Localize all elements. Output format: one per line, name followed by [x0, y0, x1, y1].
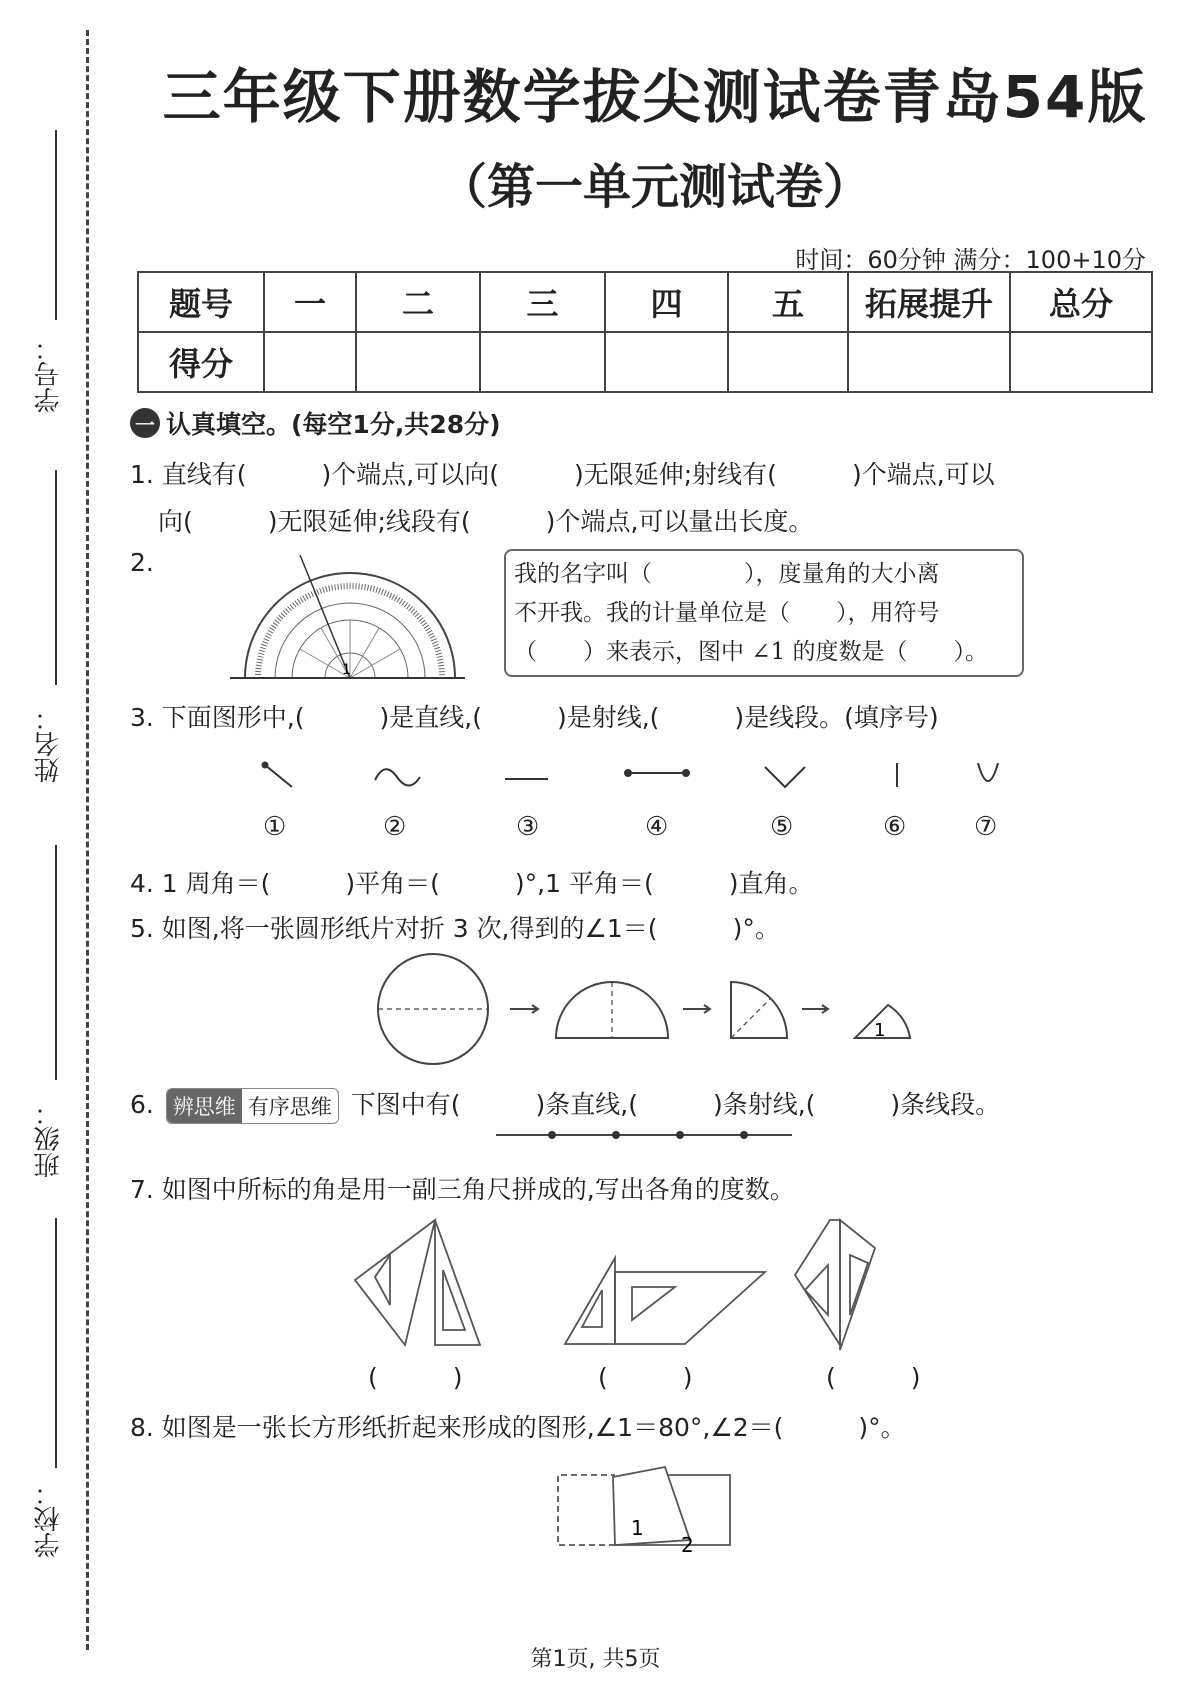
name-label: 姓名：	[34, 705, 64, 783]
angle-2-label: 2	[681, 1533, 694, 1555]
question-3-text: 3. 下面图形中,( )是直线,( )是射线,( )是线段。(填序号)	[130, 703, 939, 732]
student-id-underline	[55, 130, 57, 320]
angle-1-label: 1	[631, 1516, 644, 1540]
figure-1-ray	[265, 765, 292, 787]
header-cell: 一	[264, 272, 356, 332]
figure-7-curve	[978, 763, 998, 781]
score-cell[interactable]	[264, 332, 356, 392]
question-7-text: 7. 如图中所标的角是用一副三角尺拼成的,写出各角的度数。	[130, 1175, 795, 1204]
class-underline	[55, 845, 57, 1080]
page-footer: 第1页, 共5页	[530, 1647, 661, 1672]
question-1-line-2: 向( )无限延伸;线段有( )个端点,可以量出长度。	[158, 507, 814, 536]
triangle-rulers-figure	[350, 1215, 950, 1355]
folded-paper-figure	[555, 1455, 735, 1555]
figure-5-angle	[765, 767, 805, 787]
score-cell[interactable]	[1010, 332, 1152, 392]
score-cell[interactable]	[480, 332, 605, 392]
score-cell[interactable]	[848, 332, 1010, 392]
header-cell: 拓展提升	[848, 272, 1010, 332]
points-on-line-figure	[494, 1125, 794, 1145]
question-5-text: 5. 如图,将一张圆形纸片对折 3 次,得到的∠1＝( )°。	[130, 914, 780, 943]
section-heading	[130, 405, 501, 441]
angle-1-label: 1	[874, 1020, 886, 1041]
answer-blank[interactable]: ( )	[826, 1363, 921, 1392]
student-id-label: 学号：	[34, 335, 64, 413]
figure-label: ②	[383, 812, 407, 842]
figure-label: ⑦	[974, 812, 998, 842]
header-cell: 三	[480, 272, 605, 332]
thinking-tag	[166, 1088, 339, 1124]
figure-label: ⑥	[883, 812, 907, 842]
score-cell[interactable]	[605, 332, 728, 392]
bubble-line: 不开我。我的计量单位是（ ），用符号	[514, 600, 940, 626]
figure-label: ⑤	[770, 812, 794, 842]
page-subtitle: （第一单元测试卷）	[438, 159, 871, 215]
name-underline	[55, 470, 57, 685]
question-1-line-1: 1. 直线有( )个端点,可以向( )无限延伸;射线有( )个端点,可以	[130, 460, 995, 489]
protractor-figure	[230, 550, 470, 685]
row-label: 得分	[138, 332, 264, 392]
figure-2-curve	[375, 769, 420, 785]
question-2-number: 2.	[130, 548, 154, 577]
figure-label: ①	[263, 812, 287, 842]
table-row	[138, 332, 1152, 392]
line-figures	[250, 755, 1020, 805]
page-title: 三年级下册数学拔尖测试卷青岛54版	[162, 63, 1148, 131]
header-cell: 五	[728, 272, 848, 332]
binding-dashed-line	[86, 30, 89, 1650]
question-6	[130, 1085, 1000, 1124]
school-underline	[55, 1218, 57, 1468]
header-cell: 二	[356, 272, 480, 332]
header-cell: 四	[605, 272, 728, 332]
section-title: 认真填空。(每空1分,共28分)	[166, 410, 501, 439]
answer-blank[interactable]: ( )	[368, 1363, 463, 1392]
bubble-line: 我的名字叫（ ），度量角的大小离	[514, 561, 940, 587]
score-cell[interactable]	[356, 332, 480, 392]
tag-label: 有序思维	[247, 1095, 332, 1119]
table-row	[138, 272, 1152, 332]
figure-label: ④	[645, 812, 669, 842]
figure-label: ③	[516, 812, 540, 842]
tag-label: 辨思维	[167, 1089, 242, 1123]
angle-1-label: 1	[342, 662, 351, 678]
header-cell: 题号	[138, 272, 264, 332]
circle-folding-figure	[370, 950, 930, 1070]
speech-bubble	[504, 549, 1024, 677]
score-table	[137, 271, 1153, 393]
bubble-line: （ ）来表示，图中 ∠1 的度数是（ ）。	[514, 639, 989, 665]
question-6-text: 下图中有( )条直线,( )条射线,( )条线段。	[350, 1090, 1001, 1119]
section-badge: 一	[130, 408, 160, 438]
class-label: 班级：	[34, 1100, 64, 1178]
question-8-text: 8. 如图是一张长方形纸折起来形成的图形,∠1＝80°,∠2＝( )°。	[130, 1413, 906, 1442]
score-cell[interactable]	[728, 332, 848, 392]
question-6-number: 6.	[130, 1090, 154, 1119]
time-info: 时间：60分钟 满分：100+10分	[795, 246, 1146, 274]
question-4-text: 4. 1 周角＝( )平角＝( )°,1 平角＝( )直角。	[130, 869, 814, 898]
answer-blank[interactable]: ( )	[598, 1363, 693, 1392]
school-label: 学校：	[34, 1480, 64, 1558]
header-cell: 总分	[1010, 272, 1152, 332]
